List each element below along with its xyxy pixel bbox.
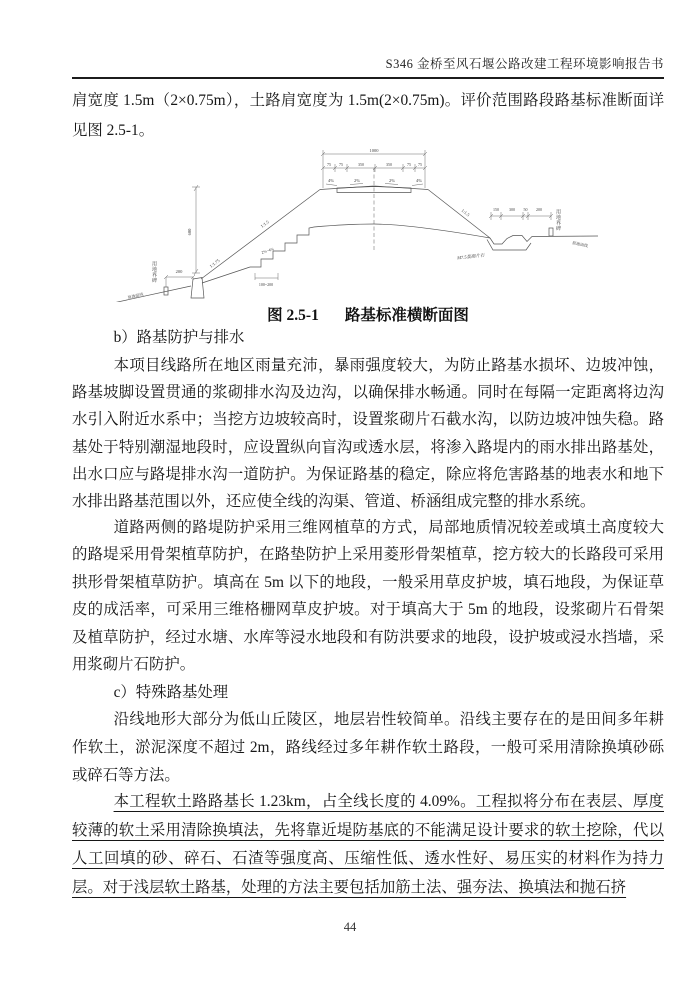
page-header-title: S346 金桥至风石堰公路改建工程环境影响报告书	[385, 57, 664, 71]
slope-mark-2: 2%	[354, 178, 360, 183]
slope-mark-4: 4%	[416, 178, 422, 183]
dim-wall-offset-label: 200	[175, 269, 183, 274]
dim-height-label: 600	[187, 228, 192, 236]
dim-seg-3: 350	[358, 162, 364, 167]
slope-right-label: 1:1.5	[460, 207, 471, 218]
ditch-dim-4: 200	[536, 207, 542, 212]
ditch-dim-1: 150	[493, 207, 499, 212]
figure-caption	[72, 303, 664, 325]
cross-section-drawing	[98, 140, 643, 302]
dim-seg-5: 75	[407, 162, 411, 167]
slope-left-upper-label: 1:1.5	[259, 219, 270, 229]
step-grade-label: 2%~4%	[260, 246, 275, 255]
ditch-dim-3: 50	[523, 207, 528, 212]
paragraph-intro: 肩宽度 1.5m（2×0.75m），土路肩宽度为 1.5m(2×0.75m)。评价范围路段路基标准断面详见图 2.5-1。	[72, 92, 664, 139]
dim-seg-4: 350	[386, 162, 392, 167]
figure-caption-title: 路基标准横断面图	[344, 307, 469, 324]
dim-total-label: 1000	[369, 148, 379, 153]
heading-roadbed-protection: b）路基防护与排水	[113, 329, 245, 346]
header-rule	[72, 77, 664, 79]
ground-line-left-label: 原地面线	[127, 291, 144, 300]
page-number: 44	[343, 920, 357, 934]
slope-mark-1: 4%	[328, 178, 334, 183]
boundary-marker-left-label: 用地界碑	[151, 261, 156, 283]
slope-mark-3: 2%	[389, 178, 395, 183]
heading-special-roadbed: c）特殊路基处理	[113, 684, 229, 701]
step-size-label: 100~200	[258, 282, 274, 287]
ditch-dim-2: 300	[509, 207, 515, 212]
ground-line-right-label: 原地面线	[571, 240, 589, 249]
boundary-marker-right-label: 用地界碑	[555, 209, 560, 231]
dim-seg-6: 75	[418, 162, 422, 167]
dim-seg-2: 75	[339, 162, 343, 167]
slope-left-lower-label: 1:1.75	[208, 257, 221, 269]
figure-caption-number: 图 2.5-1	[267, 307, 319, 324]
paragraph-soft-soil-underlined: 本工程软土路路基长 1.23km，占全线长度的 4.09%。工程拟将分布在表层、厚度较薄的软土采用清除换填法，先将靠近堤防基底的不能满足设计要求的软土挖除，代以人工回填的砂、碎石、石渣等强度高、压缩性低、透水性好、易压实的材料作为持力层。对于浅层软土路基，处理的方法主要包括加筋土法、强夯法、换填法和抛石挤	[72, 793, 664, 897]
dim-seg-1: 75	[327, 162, 331, 167]
paragraph-drainage: 本项目线路所在地区雨量充沛，暴雨强度较大，为防止路基水损坏、边坡冲蚀，路基坡脚设置贯通的浆砌排水沟及边沟，以确保排水畅通。同时在每隔一定距离将边沟水引入附近水系中；当挖方边坡较高时，设置浆砌片石截水沟，以防边坡冲蚀失稳。路基处于特别潮湿地段时，应设置纵向盲沟或透水层，将渗入路堤内的雨水排出路基处，出水口应与路堤排水沟一道防护。为保证路基的稳定，除应将危害路基的地表水和地下水排出路基范围以外，还应使全线的沟渠、管道、桥涵组成完整的排水系统。	[72, 357, 664, 511]
boundary-marker-right-shape	[549, 228, 553, 236]
roadbed-cross-section-figure	[98, 140, 643, 302]
paragraph-slope-protection: 道路两侧的路堤防护采用三维网植草的方式，局部地质情况较差或填土高度较大的路堤采用骨架植草防护，在路垫防护上采用菱形骨架植草，挖方较大的长路段可采用拱形骨架植草防护。填高在 5m 以下的地段，一般采用草皮护坡，填石地段，为保证草皮的成活率，可采用三维格栅网草皮护坡。对于填高大于 5m 的地段，设浆砌片石骨架及植草防护，经过水塘、水库等浸水地段和有防洪要求的地段，设护坡或浸水挡墙，采用浆砌片石防护。	[72, 519, 664, 674]
paragraph-terrain: 沿线地形大部分为低山丘陵区，地层岩性较简单。沿线主要存在的是田间多年耕作软土，淤泥深度不超过 2m，路线经过多年耕作软土路段，一般可采用清除换填砂砾或碎石等方法。	[72, 711, 664, 784]
ditch-material-label: M7.5浆砌片石	[456, 252, 485, 261]
